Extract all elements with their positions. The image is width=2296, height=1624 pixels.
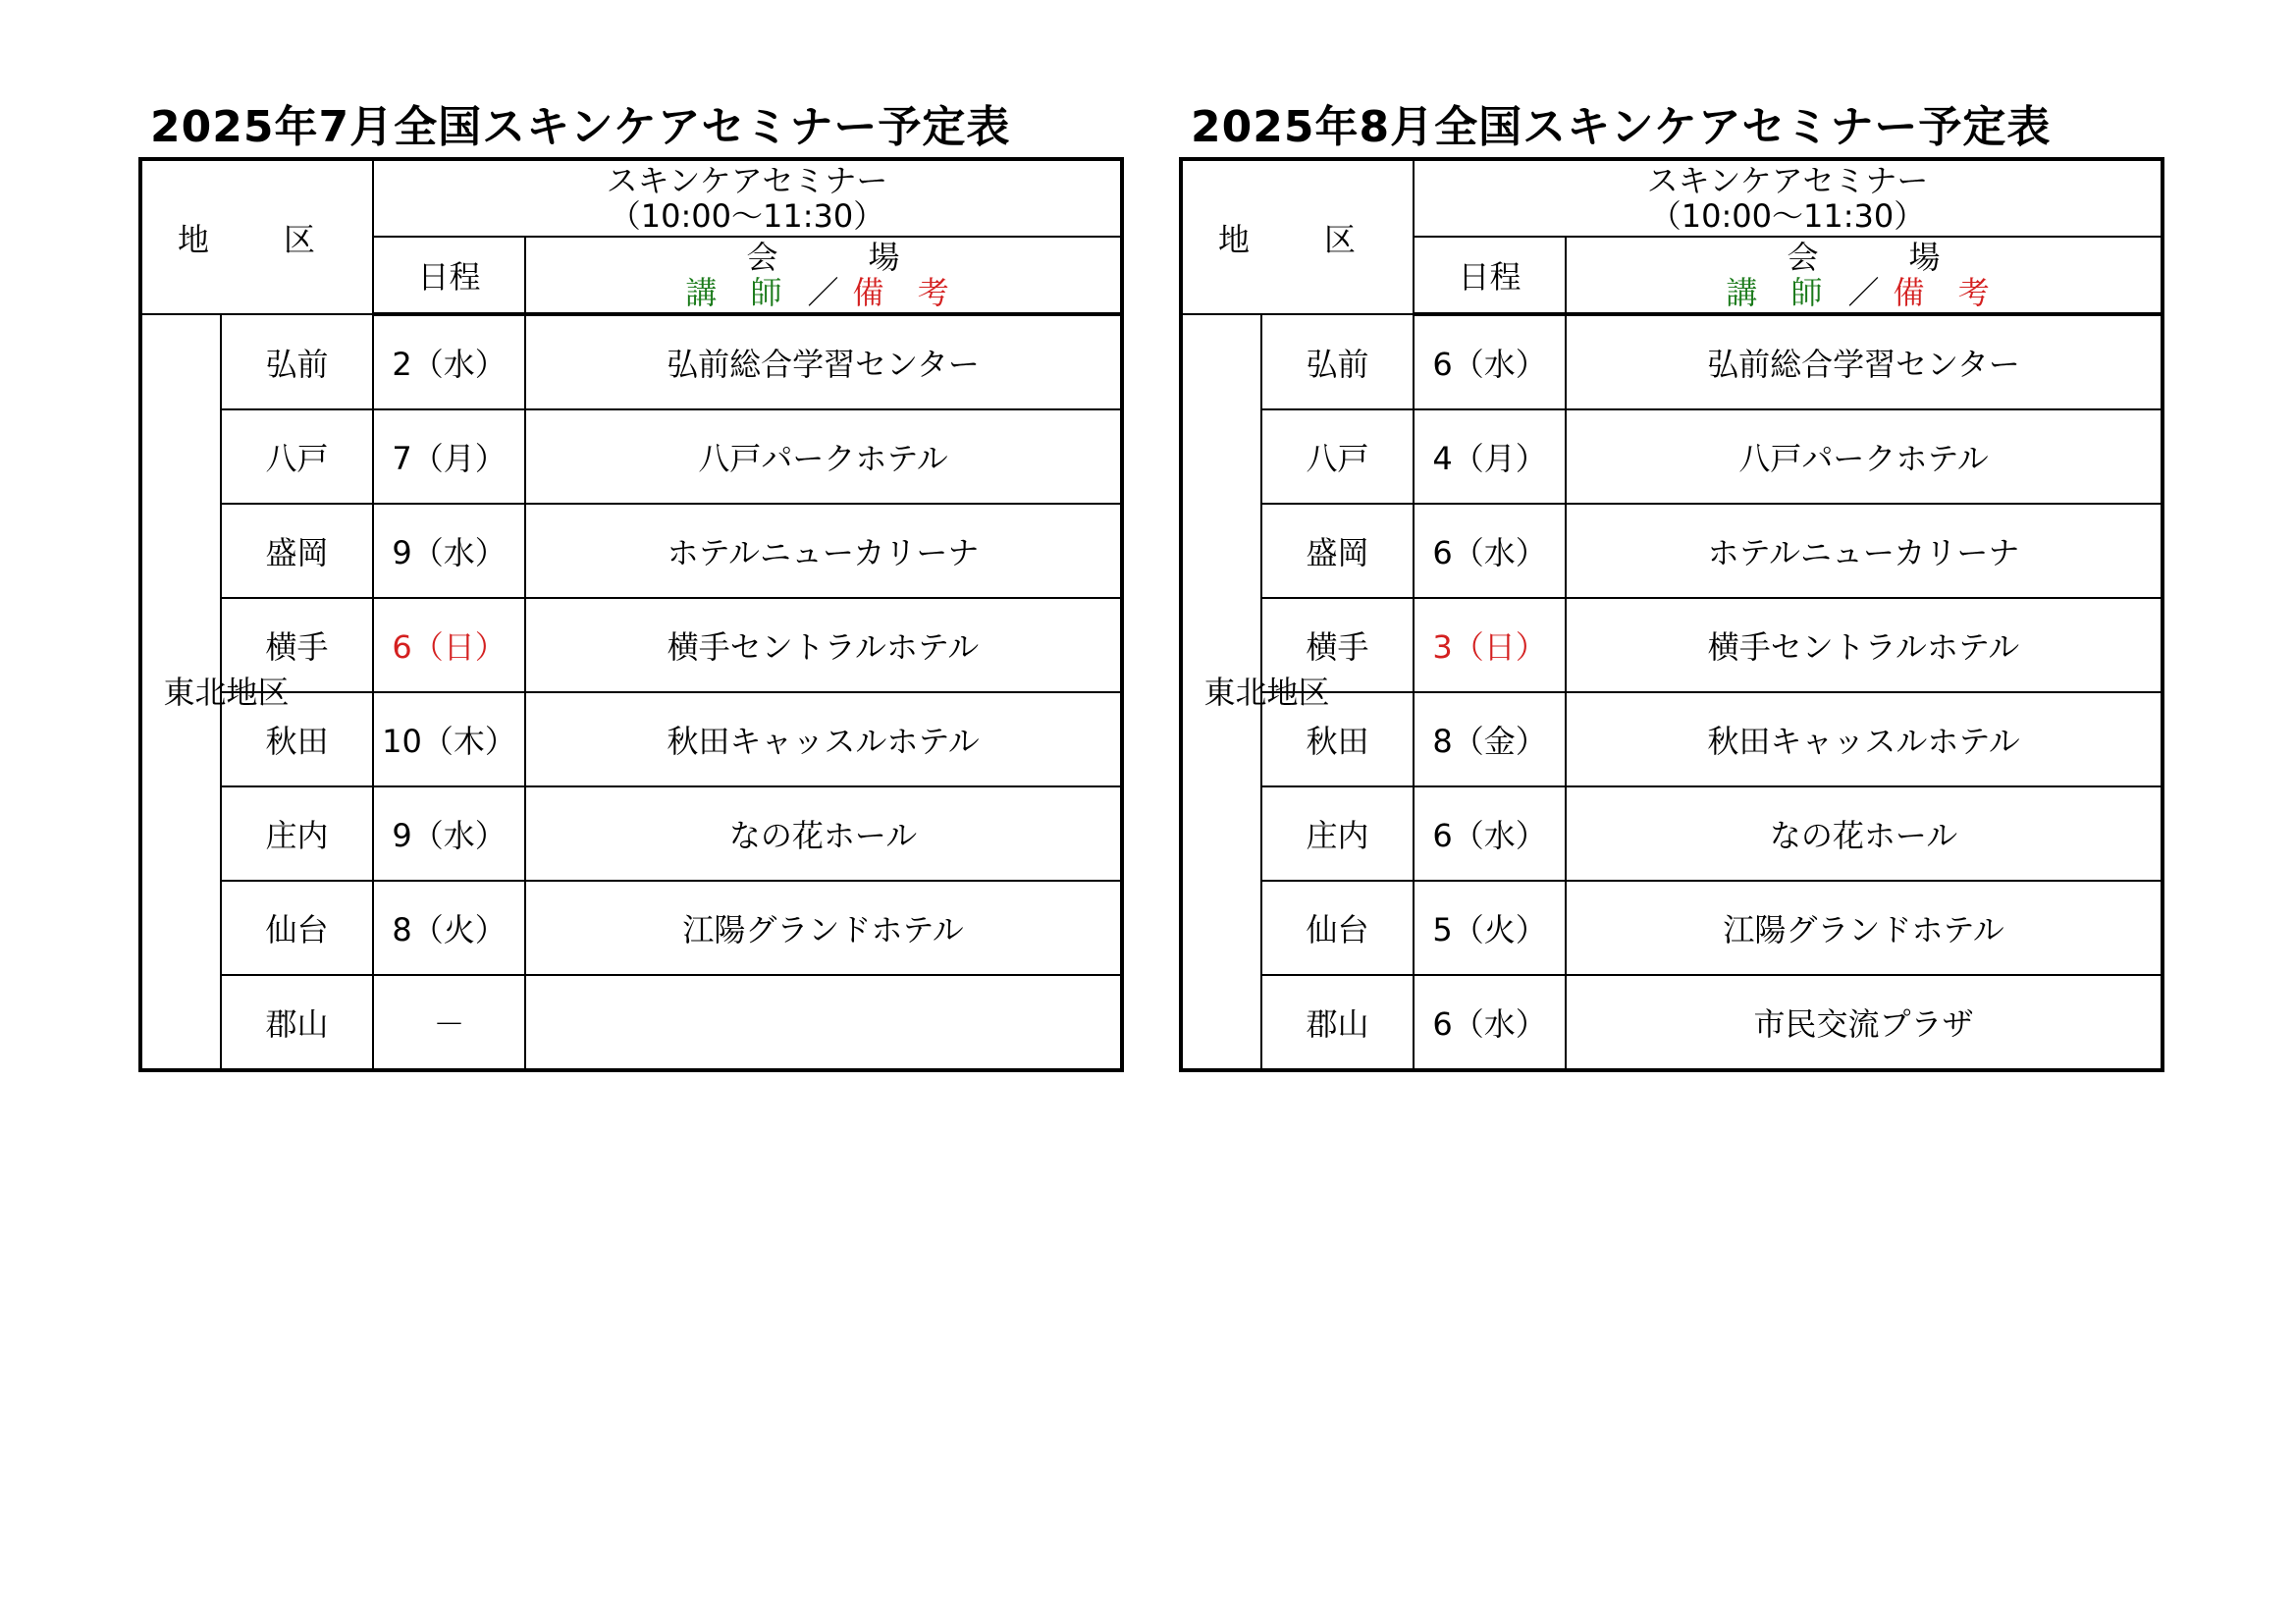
date-cell: 6（水） [1414, 314, 1566, 409]
header-date: 日程 [1414, 237, 1566, 314]
table-row [140, 314, 1122, 409]
date-cell: 2（水） [373, 314, 525, 409]
header-seminar [1414, 159, 2163, 237]
table-row [140, 786, 1122, 881]
area-cell: 横手 [1261, 598, 1414, 692]
venue-cell: 江陽グランドホテル [1566, 881, 2163, 975]
area-cell: 仙台 [1261, 881, 1414, 975]
header-slash: ／ [807, 274, 839, 311]
date-cell: 10（木） [373, 692, 525, 786]
header-instructor: 講 師 [1726, 274, 1835, 311]
venue-cell: 江陽グランドホテル [525, 881, 1122, 975]
venue-cell: ホテルニューカリーナ [1566, 504, 2163, 598]
date-cell: 6（日） [373, 598, 525, 692]
region-group: 東北地区 [1181, 314, 1261, 1070]
header-venue [525, 237, 1122, 314]
header-remarks: 備 考 [1893, 274, 2002, 311]
area-cell: 秋田 [221, 692, 373, 786]
venue-cell: なの花ホール [525, 786, 1122, 881]
area-cell: 弘前 [1261, 314, 1414, 409]
area-cell: 盛岡 [221, 504, 373, 598]
area-cell: 庄内 [1261, 786, 1414, 881]
header-date: 日程 [373, 237, 525, 314]
date-cell: 3（日） [1414, 598, 1566, 692]
area-cell: 仙台 [221, 881, 373, 975]
date-cell: 8（火） [373, 881, 525, 975]
header-slash: ／ [1847, 274, 1880, 311]
venue-cell: 横手セントラルホテル [1566, 598, 2163, 692]
area-cell: 郡山 [221, 975, 373, 1070]
area-cell: 弘前 [221, 314, 373, 409]
table-row [140, 881, 1122, 975]
venue-cell: 八戸パークホテル [1566, 409, 2163, 504]
date-cell: 9（水） [373, 504, 525, 598]
header-seminar-time: （10:00～11:30） [609, 197, 885, 235]
header-region: 地 区 [140, 159, 373, 314]
area-cell: 横手 [221, 598, 373, 692]
area-cell: 庄内 [221, 786, 373, 881]
date-cell: 4（月） [1414, 409, 1566, 504]
date-cell: 8（金） [1414, 692, 1566, 786]
header-venue-label: 会 場 [1787, 239, 1970, 276]
schedule-table [1179, 157, 2164, 1072]
venue-cell: 秋田キャッスルホテル [1566, 692, 2163, 786]
schedule-table [138, 157, 1124, 1072]
table-row [1181, 409, 2163, 504]
area-cell: 八戸 [1261, 409, 1414, 504]
table-row [1181, 504, 2163, 598]
schedule-august [1179, 98, 2163, 1072]
table-row [1181, 881, 2163, 975]
venue-cell: 弘前総合学習センター [1566, 314, 2163, 409]
header-venue-label: 会 場 [746, 239, 930, 276]
venue-cell: 八戸パークホテル [525, 409, 1122, 504]
table-row [140, 409, 1122, 504]
header-seminar-name: スキンケアセミナー [1646, 162, 1929, 199]
area-cell: 郡山 [1261, 975, 1414, 1070]
header-seminar [373, 159, 1122, 237]
header-seminar-time: （10:00～11:30） [1649, 197, 1926, 235]
table-row [140, 975, 1122, 1070]
venue-cell: ホテルニューカリーナ [525, 504, 1122, 598]
area-cell: 八戸 [221, 409, 373, 504]
header-seminar-name: スキンケアセミナー [606, 162, 888, 199]
region-group: 東北地区 [140, 314, 221, 1070]
header-venue [1566, 237, 2163, 314]
date-cell: 6（水） [1414, 504, 1566, 598]
table-row [1181, 314, 2163, 409]
venue-cell: なの花ホール [1566, 786, 2163, 881]
venue-cell [525, 975, 1122, 1070]
venue-cell: 弘前総合学習センター [525, 314, 1122, 409]
header-remarks: 備 考 [852, 274, 961, 311]
venue-cell: 横手セントラルホテル [525, 598, 1122, 692]
venue-cell: 秋田キャッスルホテル [525, 692, 1122, 786]
schedule-title: 2025年7月全国スキンケアセミナー予定表 [150, 102, 1011, 152]
date-cell: 5（火） [1414, 881, 1566, 975]
date-cell: 9（水） [373, 786, 525, 881]
table-row [1181, 975, 2163, 1070]
date-cell: 6（水） [1414, 975, 1566, 1070]
header-region: 地 区 [1181, 159, 1414, 314]
schedule-july [138, 98, 1123, 1072]
date-cell: 7（月） [373, 409, 525, 504]
area-cell: 盛岡 [1261, 504, 1414, 598]
area-cell: 秋田 [1261, 692, 1414, 786]
header-instructor: 講 師 [685, 274, 794, 311]
table-row [1181, 786, 2163, 881]
date-cell: 6（水） [1414, 786, 1566, 881]
table-row [140, 504, 1122, 598]
schedule-title: 2025年8月全国スキンケアセミナー予定表 [1191, 102, 2052, 152]
venue-cell: 市民交流プラザ [1566, 975, 2163, 1070]
date-cell: － [373, 975, 525, 1070]
